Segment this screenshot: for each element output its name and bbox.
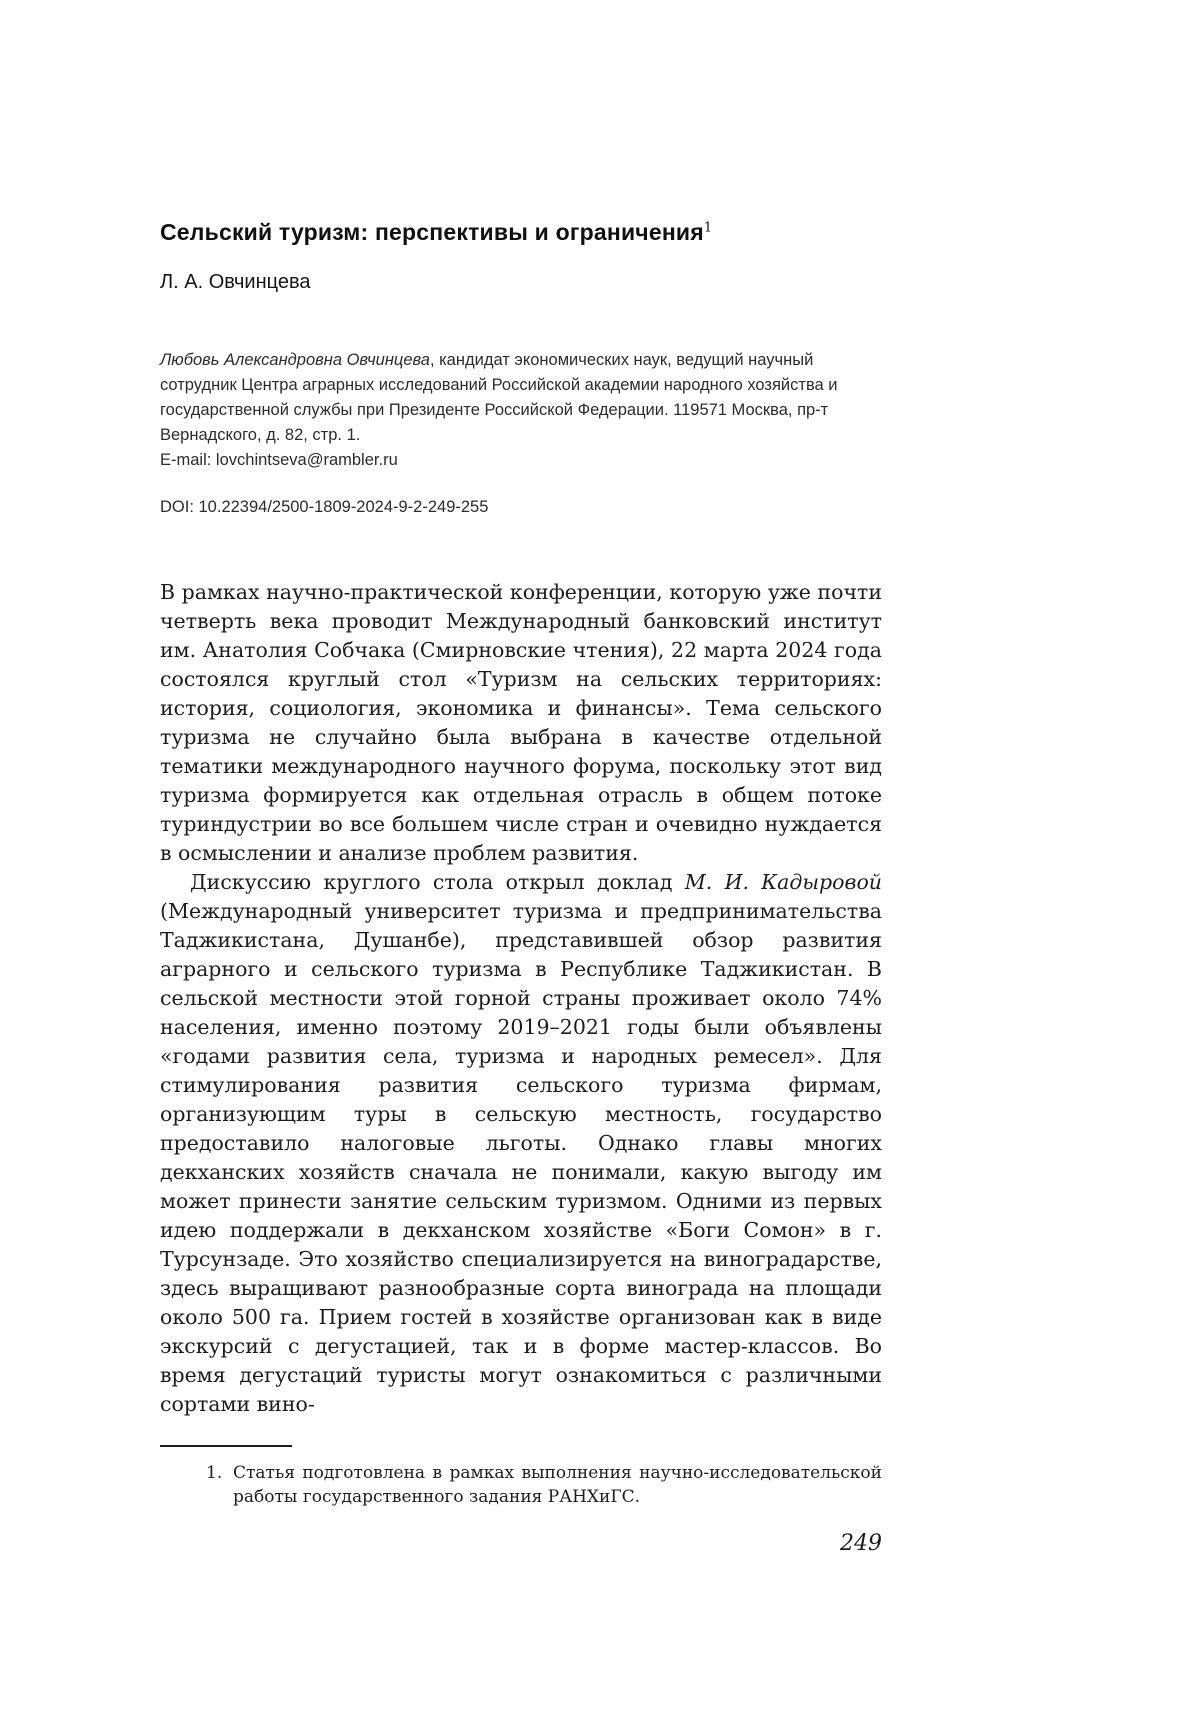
paragraph-2 xyxy=(160,868,882,1419)
author-name: Л. А. Овчинцева xyxy=(160,270,311,293)
footnote-text: Статья подготовлена в рамках выполнения научно-исследовательской работы государственного задания РАНХиГС. xyxy=(233,1462,882,1507)
affiliation-author-name: Любовь Александровна Овчинцева xyxy=(160,350,430,369)
footnote xyxy=(160,1461,882,1509)
email-line: E-mail: lovchintseva@rambler.ru xyxy=(160,450,398,469)
paragraph-2-speaker-name: М. И. Кадыровой xyxy=(684,869,882,894)
article-title-text: Сельский туризм: перспективы и ограничения xyxy=(160,219,704,245)
affiliation-details: , кандидат экономических наук, ведущий научный сотрудник Центра аграрных исследований Российской академии народного хозяйства и государственной службы при Президенте Российской Федерации. 119571 Москва, пр-т Вернадского, д. 82, стр. 1. xyxy=(160,350,838,444)
paragraph-1: В рамках научно-практической конференции, которую уже почти четверть века проводит Международный банковский институт им. Анатолия Собчака (Смирновские чтения), 22 марта 2024 года состоялся круглый стол «Туризм на сельских территориях: история, социология, экономика и финансы». Тема сельского туризма не случайно была выбрана в качестве отдельной тематики международного научного форума, поскольку этот вид туризма формируется как отдельная отрасль в общем потоке туриндустрии во все большем числе стран и очевидно нуждается в осмыслении и анализе проблем развития. xyxy=(160,579,882,865)
article-body xyxy=(160,578,882,1419)
author-affiliation xyxy=(160,348,882,473)
paragraph-2-lead: Дискуссию круглого стола открыл доклад xyxy=(190,869,685,894)
doi-line: DOI: 10.22394/2500-1809-2024-9-2-249-255 xyxy=(160,497,489,516)
footnote-marker: 1. xyxy=(206,1462,223,1483)
footnote-rule xyxy=(160,1445,292,1447)
page-number: 249 xyxy=(840,1530,882,1556)
paragraph-2-rest: (Международный университет туризма и предпринимательства Таджикистана, Душанбе), представившей обзор развития аграрного и сельского туризма в Республике Таджикистан. В сельской местности этой горной страны проживает около 74% населения, именно поэтому 2019–2021 годы были объявлены «годами развития села, туризма и народных ремесел». Для стимулирования развития сельского туризма фирмам, организующим туры в сельскую местность, государство предоставило налоговые льготы. Однако главы многих декханских хозяйств сначала не понимали, какую выгоду им может принести занятие сельским туризмом. Одними из первых идею поддержали в декханском хозяйстве «Боги Сомон» в г. Турсунзаде. Это хозяйство специализируется на виноградарстве, здесь выращивают разнообразные сорта винограда на площади около 500 га. Прием гостей в хозяйстве организован как в виде экскурсий с дегустацией, так и в форме мастер-классов. Во время дегустаций туристы могут ознакомиться с различными сортами вино- xyxy=(160,898,882,1416)
page-content xyxy=(160,0,882,1556)
title-footnote-marker: 1 xyxy=(703,220,713,236)
article-title xyxy=(160,0,882,247)
